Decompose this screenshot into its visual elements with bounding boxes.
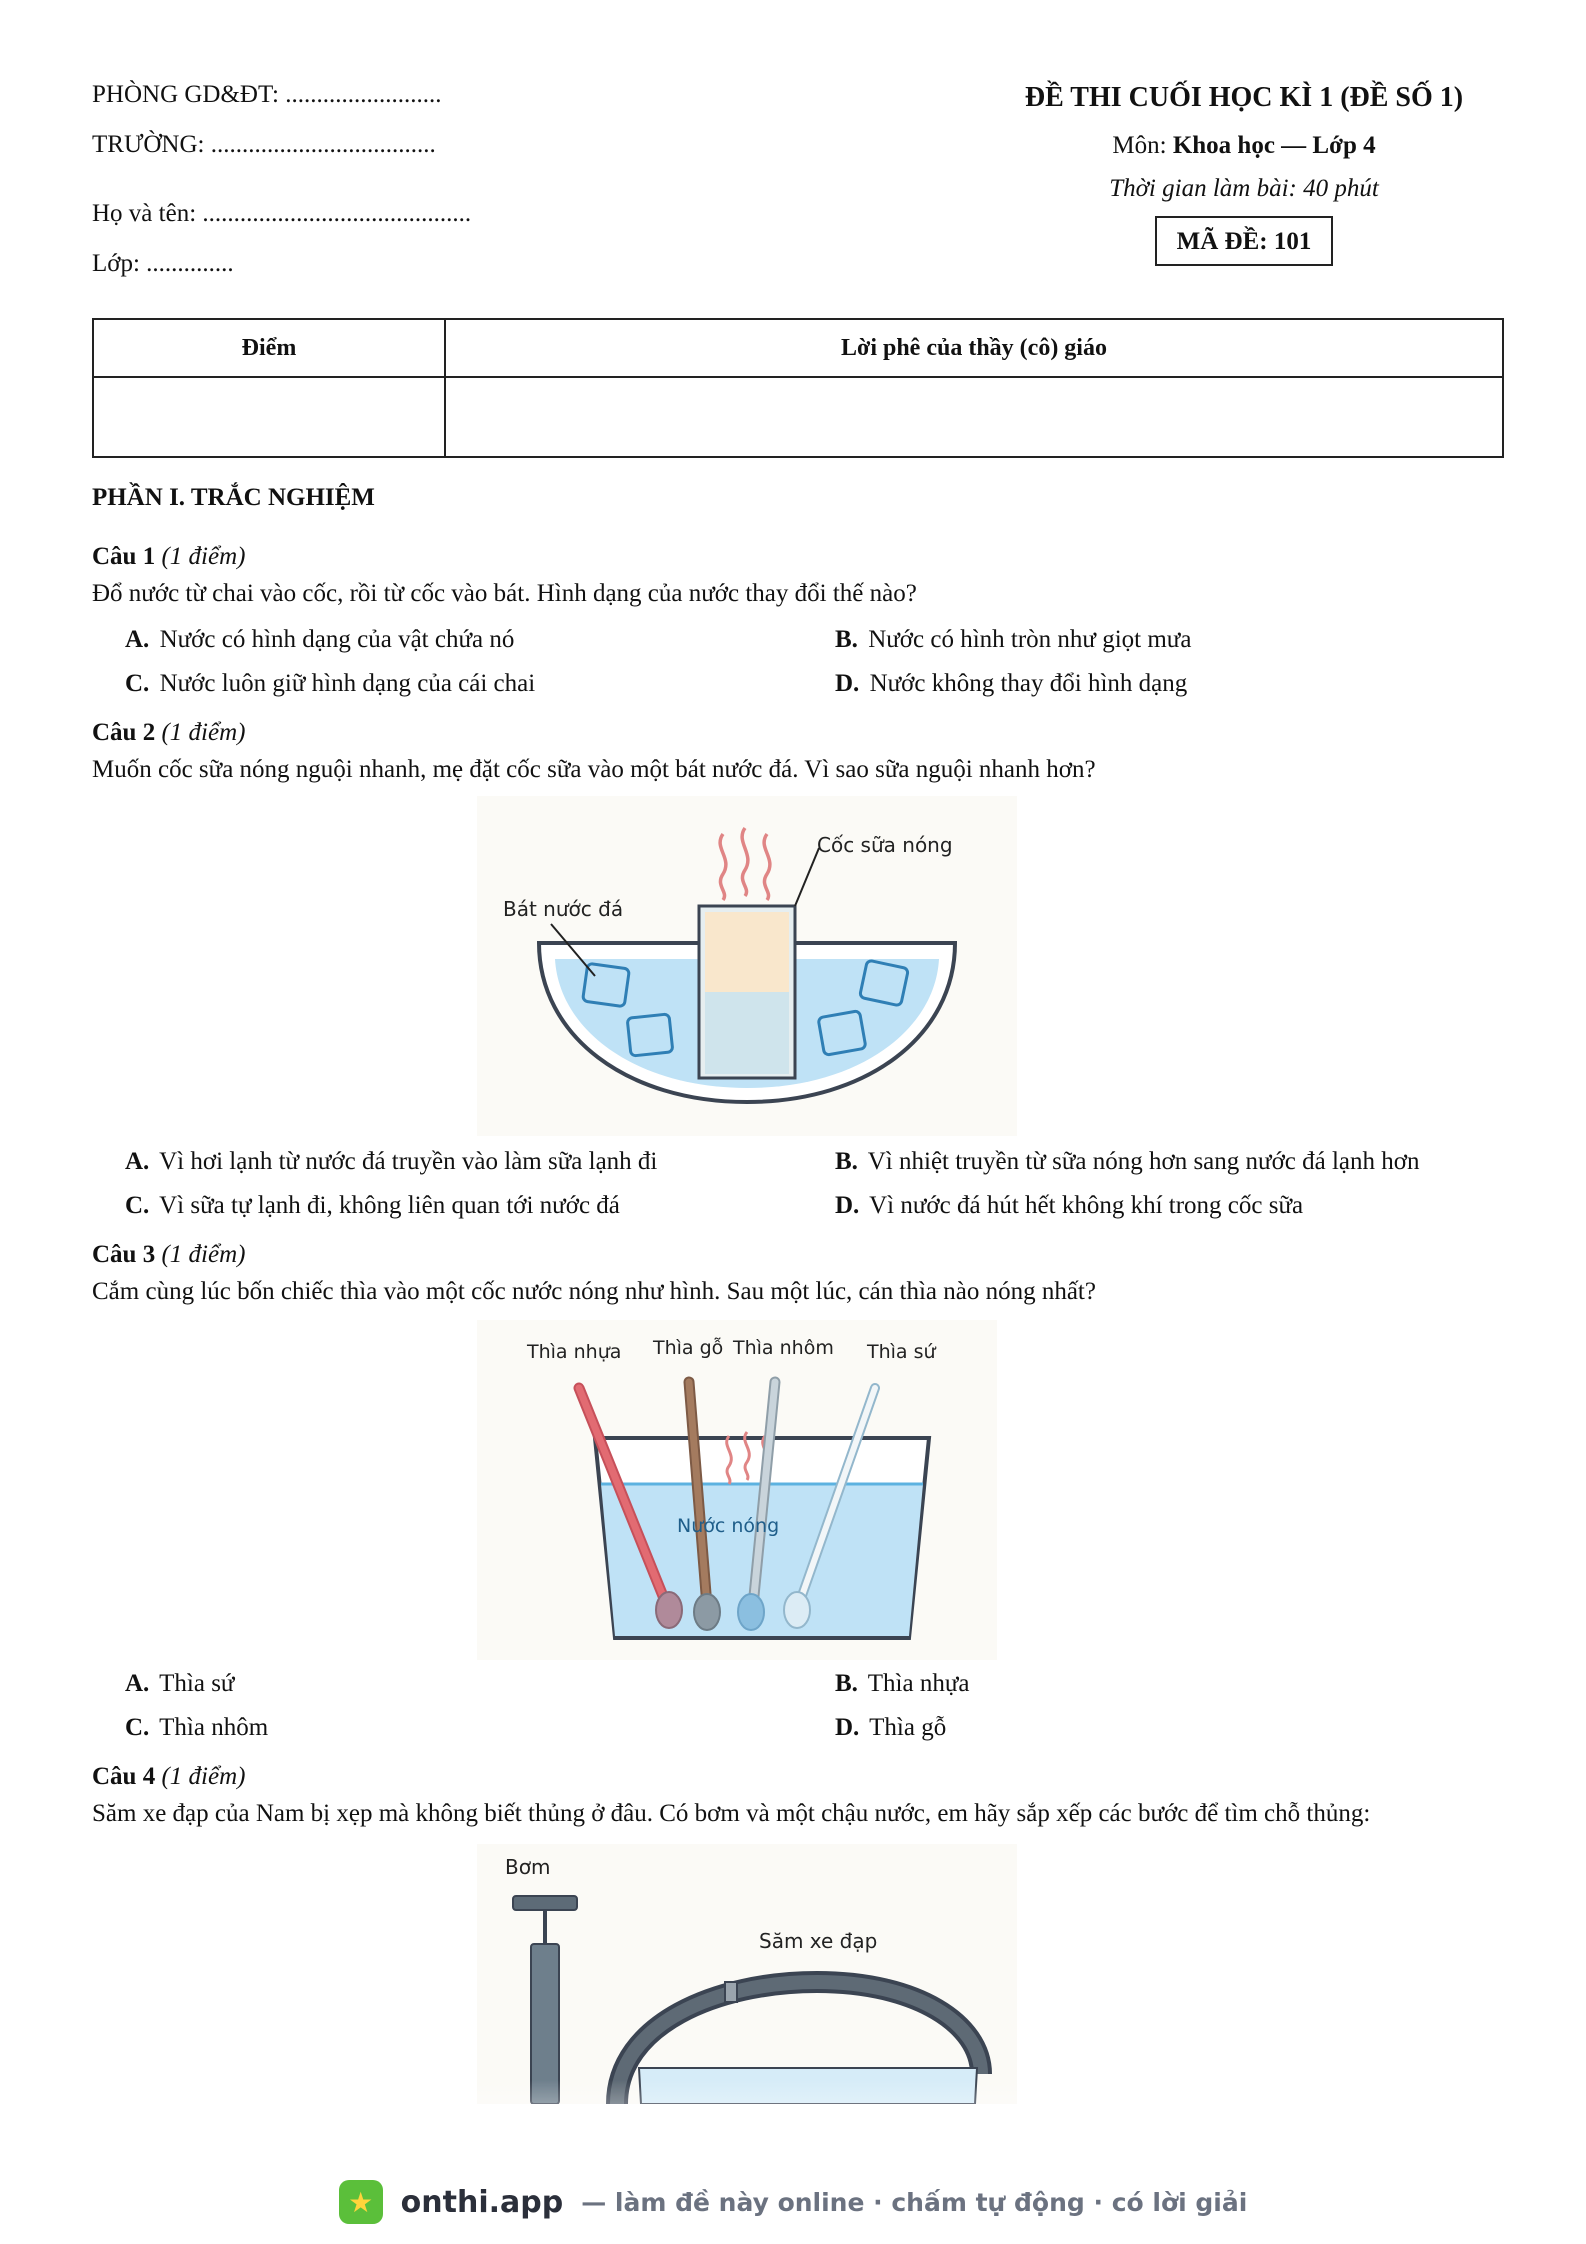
- question-title: Câu 1 (1 điểm): [92, 543, 246, 570]
- footer-banner[interactable]: [0, 2160, 1586, 2244]
- spoons-figure: [477, 1320, 1532, 1660]
- options: [125, 1142, 1532, 1230]
- section-title: PHẦN I. TRẮC NGHIỆM: [92, 484, 375, 511]
- pump-handle: [513, 1896, 577, 1910]
- option-b[interactable]: B. Vì nhiệt truyền từ sữa nóng hơn sang nước đá lạnh hơn: [835, 1148, 1420, 1175]
- score-table: [92, 318, 1504, 458]
- option-a[interactable]: A. Thìa sứ: [125, 1670, 235, 1697]
- label-water: Nước nóng: [677, 1515, 780, 1537]
- class-line: Lớp: ..............: [92, 250, 234, 277]
- page-fade: [0, 2080, 1586, 2170]
- question-text: Săm xe đạp của Nam bị xẹp mà không biết thủng ở đâu. Có bơm và một chậu nước, em hãy sắp xếp các bước để tìm chỗ thủng:: [92, 1800, 1371, 1827]
- option-b[interactable]: B. Nước có hình tròn như giọt mưa: [835, 626, 1192, 653]
- subject: Khoa học — Lớp 4: [1172, 132, 1376, 159]
- pump-label: Bơm: [505, 1855, 551, 1879]
- question-title: Câu 3 (1 điểm): [92, 1241, 246, 1268]
- question-4: [92, 1758, 1532, 2104]
- option-c[interactable]: C. Vì sữa tự lạnh đi, không liên quan tới nước đá: [125, 1192, 620, 1219]
- question-1: [92, 538, 1532, 708]
- option-d[interactable]: D. Thìa gỗ: [835, 1714, 947, 1741]
- star-logo-icon: ★: [339, 2180, 383, 2224]
- options: [125, 620, 1532, 708]
- question-title: Câu 2 (1 điểm): [92, 719, 246, 746]
- question-2: [92, 714, 1532, 1230]
- option-d[interactable]: D. Nước không thay đổi hình dạng: [835, 670, 1188, 697]
- option-a[interactable]: A. Vì hơi lạnh từ nước đá truyền vào làm sữa lạnh đi: [125, 1148, 658, 1175]
- label-aluminum: Thìa nhôm: [733, 1337, 834, 1359]
- footer-tagline: — làm đề này online · chấm tự động · có lời giải: [581, 2187, 1248, 2217]
- exam-body: [92, 484, 1532, 2104]
- tube-label: Săm xe đạp: [759, 1929, 878, 1953]
- label-plastic: Thìa nhựa: [527, 1341, 622, 1363]
- question-title: Câu 4 (1 điểm): [92, 1763, 246, 1790]
- exam-code: MÃ ĐỀ: 101: [1155, 216, 1334, 266]
- footer-brand[interactable]: onthi.app: [400, 2184, 564, 2220]
- cup-label: Cốc sữa nóng: [817, 833, 953, 857]
- subject-line: Môn: Khoa học — Lớp 4: [1112, 132, 1376, 159]
- option-c[interactable]: C. Nước luôn giữ hình dạng của cái chai: [125, 670, 536, 697]
- option-a[interactable]: A. Nước có hình dạng của vật chứa nó: [125, 626, 515, 653]
- option-b[interactable]: B. Thìa nhựa: [835, 1670, 970, 1697]
- question-3: [92, 1236, 1532, 1752]
- name-line: Họ và tên: ...........................................: [92, 200, 472, 227]
- school-line: TRƯỜNG: ....................................: [92, 131, 436, 158]
- comment-cell[interactable]: [445, 377, 1503, 457]
- dept-line: PHÒNG GD&ĐT: .........................: [92, 81, 442, 108]
- milk-bowl-figure: [477, 796, 1532, 1136]
- cup-lower: [705, 992, 789, 1074]
- question-text: Đổ nước từ chai vào cốc, rồi từ cốc vào bát. Hình dạng của nước thay đổi thế nào?: [92, 580, 917, 607]
- bike-tube-figure: [477, 1844, 1532, 2104]
- option-c[interactable]: C. Thìa nhôm: [125, 1714, 269, 1741]
- valve: [725, 1982, 737, 2002]
- question-text: Cắm cùng lúc bốn chiếc thìa vào một cốc nước nóng như hình. Sau một lúc, cán thìa nào nóng nhất?: [92, 1278, 1096, 1305]
- time-line: Thời gian làm bài: 40 phút: [1109, 175, 1379, 202]
- exam-heading: [984, 82, 1504, 266]
- question-text: Muốn cốc sữa nóng nguội nhanh, mẹ đặt cốc sữa vào một bát nước đá. Vì sao sữa nguội nhanh hơn?: [92, 756, 1096, 783]
- score-header: Điểm: [93, 319, 445, 377]
- milk: [705, 912, 789, 992]
- bowl-label: Bát nước đá: [503, 897, 624, 921]
- option-d[interactable]: D. Vì nước đá hút hết không khí trong cốc sữa: [835, 1192, 1304, 1219]
- label-wood: Thìa gỗ: [653, 1337, 724, 1359]
- label-porcelain: Thìa sứ: [867, 1341, 936, 1363]
- options: [125, 1664, 1532, 1752]
- score-cell[interactable]: [93, 377, 445, 457]
- exam-title: ĐỀ THI CUỐI HỌC KÌ 1 (ĐỀ SỐ 1): [1024, 82, 1464, 113]
- comment-header: Lời phê của thầy (cô) giáo: [445, 319, 1503, 377]
